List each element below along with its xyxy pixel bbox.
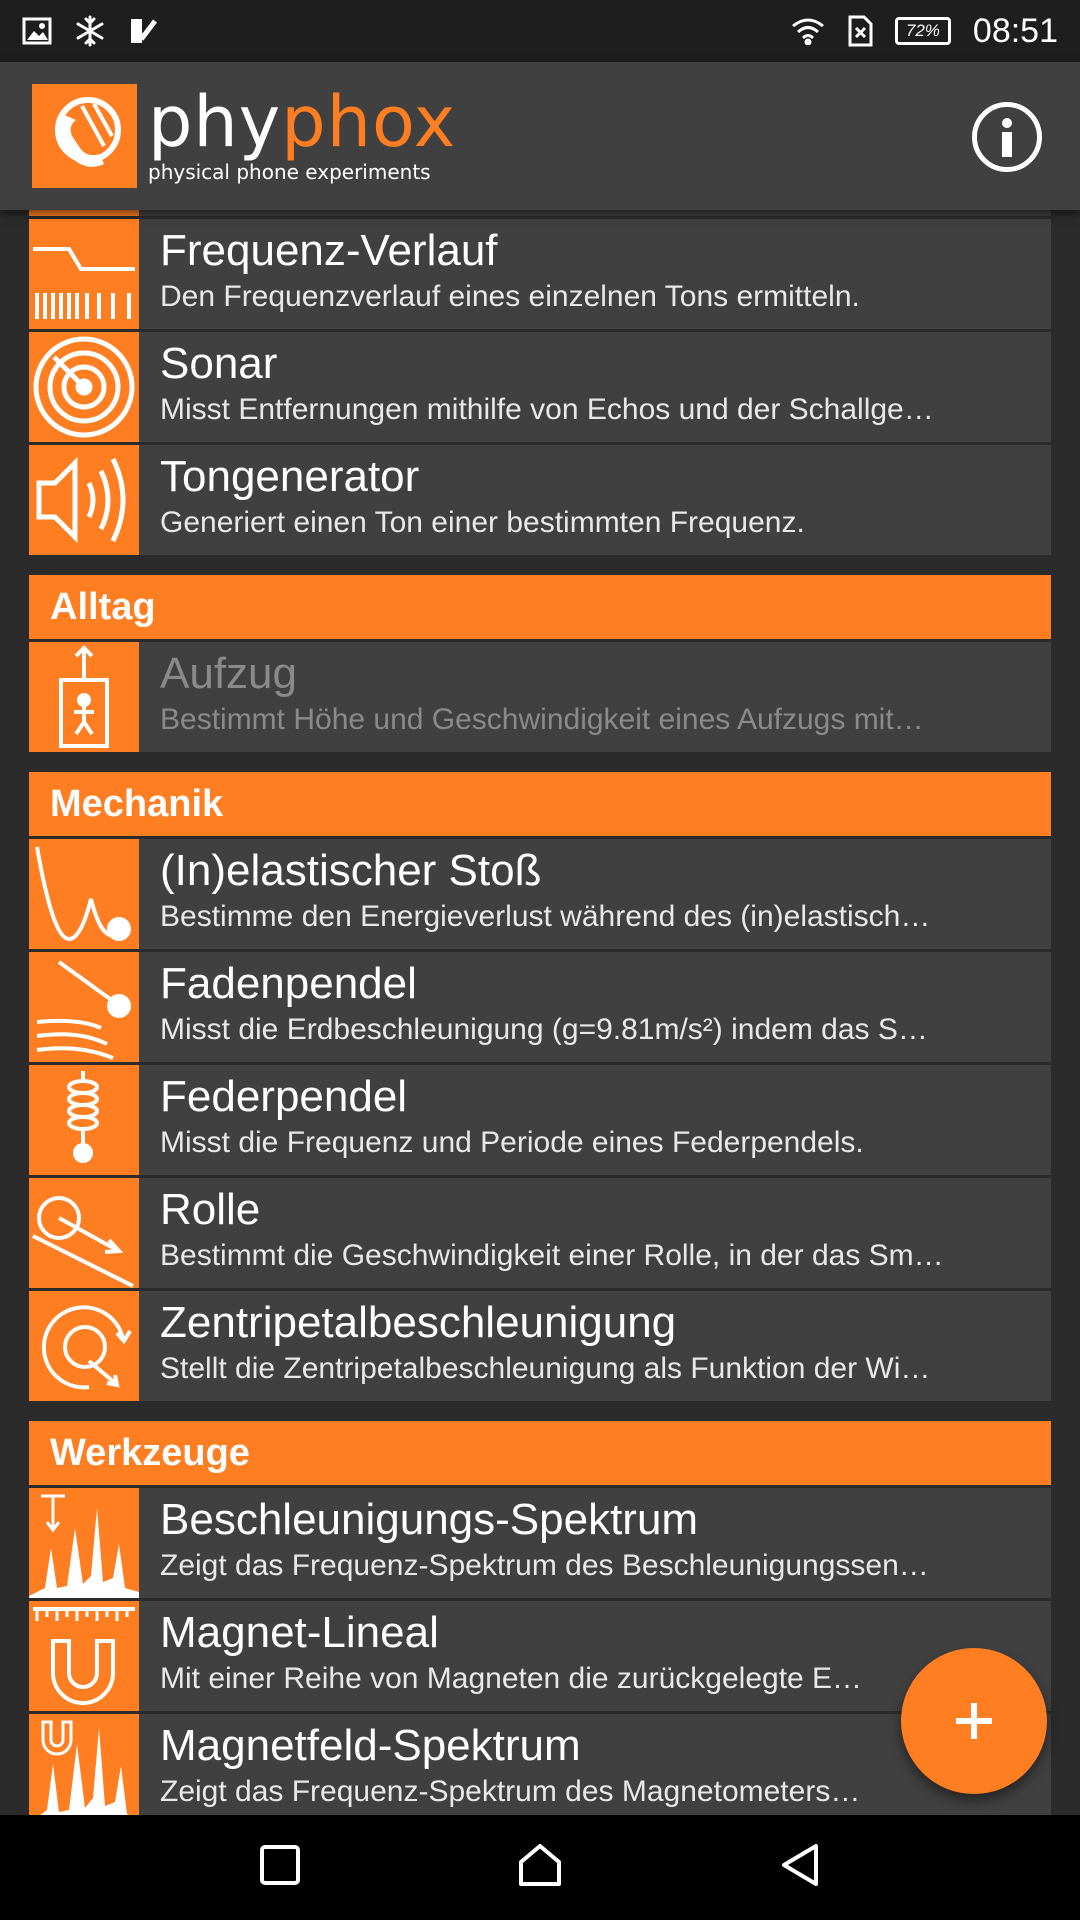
centripetal-icon — [29, 1291, 139, 1401]
item-description: Den Frequenzverlauf eines einzelnen Tons ermitteln. — [160, 280, 860, 313]
item-title: Rolle — [160, 1185, 261, 1234]
item-title: Fadenpendel — [160, 959, 417, 1008]
list-item[interactable] — [29, 952, 1051, 1062]
item-title: Aufzug — [160, 649, 297, 698]
image-icon — [22, 16, 52, 46]
list-item[interactable] — [29, 839, 1051, 949]
pendulum-icon — [29, 952, 139, 1062]
battery-icon: 72% — [895, 17, 951, 45]
item-title: Tongenerator — [160, 452, 420, 501]
back-icon[interactable] — [778, 1842, 822, 1893]
spring-pendulum-icon — [29, 1065, 139, 1175]
item-description: Misst die Erdbeschleunigung (g=9.81m/s²) indem das S… — [160, 1013, 928, 1046]
bouncing-ball-icon — [29, 839, 139, 949]
list-item[interactable] — [29, 1065, 1051, 1175]
snowflake-icon — [74, 15, 106, 47]
item-description: Misst die Frequenz und Periode eines Federpendels. — [160, 1126, 864, 1159]
item-title: Zentripetalbeschleunigung — [160, 1298, 677, 1347]
brand-subtitle: physical phone experiments — [148, 160, 431, 184]
item-description: Zeigt das Frequenz-Spektrum des Beschleunigungssen… — [160, 1549, 929, 1582]
sonar-icon — [29, 332, 139, 442]
item-description: Bestimmt die Geschwindigkeit einer Rolle, in der das Sm… — [160, 1239, 944, 1272]
sim-off-icon — [847, 15, 873, 47]
item-title: Sonar — [160, 339, 278, 388]
list-item[interactable] — [29, 219, 1051, 329]
brand-suffix: phox — [281, 81, 457, 163]
list-item[interactable] — [29, 1488, 1051, 1598]
recents-icon[interactable] — [258, 1843, 302, 1892]
speaker-icon — [29, 445, 139, 555]
add-experiment-button[interactable] — [901, 1648, 1047, 1794]
rolling-icon — [29, 1178, 139, 1288]
list-item[interactable] — [29, 1178, 1051, 1288]
check-flag-icon — [128, 16, 158, 46]
category-header: Mechanik — [29, 772, 1051, 836]
brand — [148, 81, 457, 184]
status-bar — [0, 0, 1080, 62]
category-header: Alltag — [29, 575, 1051, 639]
home-icon[interactable] — [517, 1842, 563, 1893]
item-title: Federpendel — [160, 1072, 408, 1121]
clock: 08:51 — [972, 11, 1058, 50]
list-item[interactable] — [29, 1291, 1051, 1401]
item-title: (In)elastischer Stoß — [160, 846, 542, 895]
list-item[interactable] — [29, 332, 1051, 442]
acceleration-spectrum-icon — [29, 1488, 139, 1598]
item-description: Bestimmt Höhe und Geschwindigkeit eines Aufzugs mit… — [160, 703, 924, 736]
item-description: Zeigt das Frequenz-Spektrum des Magnetometers… — [160, 1775, 861, 1808]
magnet-ruler-icon — [29, 1601, 139, 1711]
notification-icons — [22, 15, 158, 47]
info-button[interactable] — [972, 102, 1042, 172]
category-header: Werkzeuge — [29, 1421, 1051, 1485]
item-title: Frequenz-Verlauf — [160, 226, 498, 275]
list-item[interactable] — [29, 1714, 1051, 1815]
item-title: Magnet-Lineal — [160, 1608, 439, 1657]
experiment-list — [29, 210, 1051, 1815]
item-description: Generiert einen Ton einer bestimmten Frequenz. — [160, 506, 805, 539]
item-description: Stellt die Zentripetalbeschleunigung als Funktion der Wi… — [160, 1352, 931, 1385]
frequency-history-icon — [29, 219, 139, 329]
item-description: Bestimme den Energieverlust während des (in)elastisch… — [160, 900, 931, 933]
item-title: Magnetfeld-Spektrum — [160, 1721, 581, 1770]
system-icons — [791, 12, 1058, 51]
app-header — [0, 62, 1080, 210]
item-description: Mit einer Reihe von Magneten die zurückgelegte E… — [160, 1662, 863, 1695]
item-title: Beschleunigungs-Spektrum — [160, 1495, 699, 1544]
list-item[interactable] — [29, 642, 1051, 752]
elevator-icon — [29, 642, 139, 752]
phyphox-logo-icon — [32, 84, 137, 188]
navigation-bar — [0, 1815, 1080, 1920]
list-item[interactable] — [29, 1601, 1051, 1711]
brand-name — [148, 81, 457, 163]
brand-prefix: phy — [148, 81, 282, 163]
info-icon — [987, 115, 1027, 159]
item-description: Misst Entfernungen mithilfe von Echos und der Schallge… — [160, 393, 934, 426]
wifi-icon — [791, 17, 825, 45]
magnetic-spectrum-icon — [29, 1714, 139, 1815]
plus-icon — [954, 1701, 994, 1741]
list-item[interactable] — [29, 445, 1051, 555]
